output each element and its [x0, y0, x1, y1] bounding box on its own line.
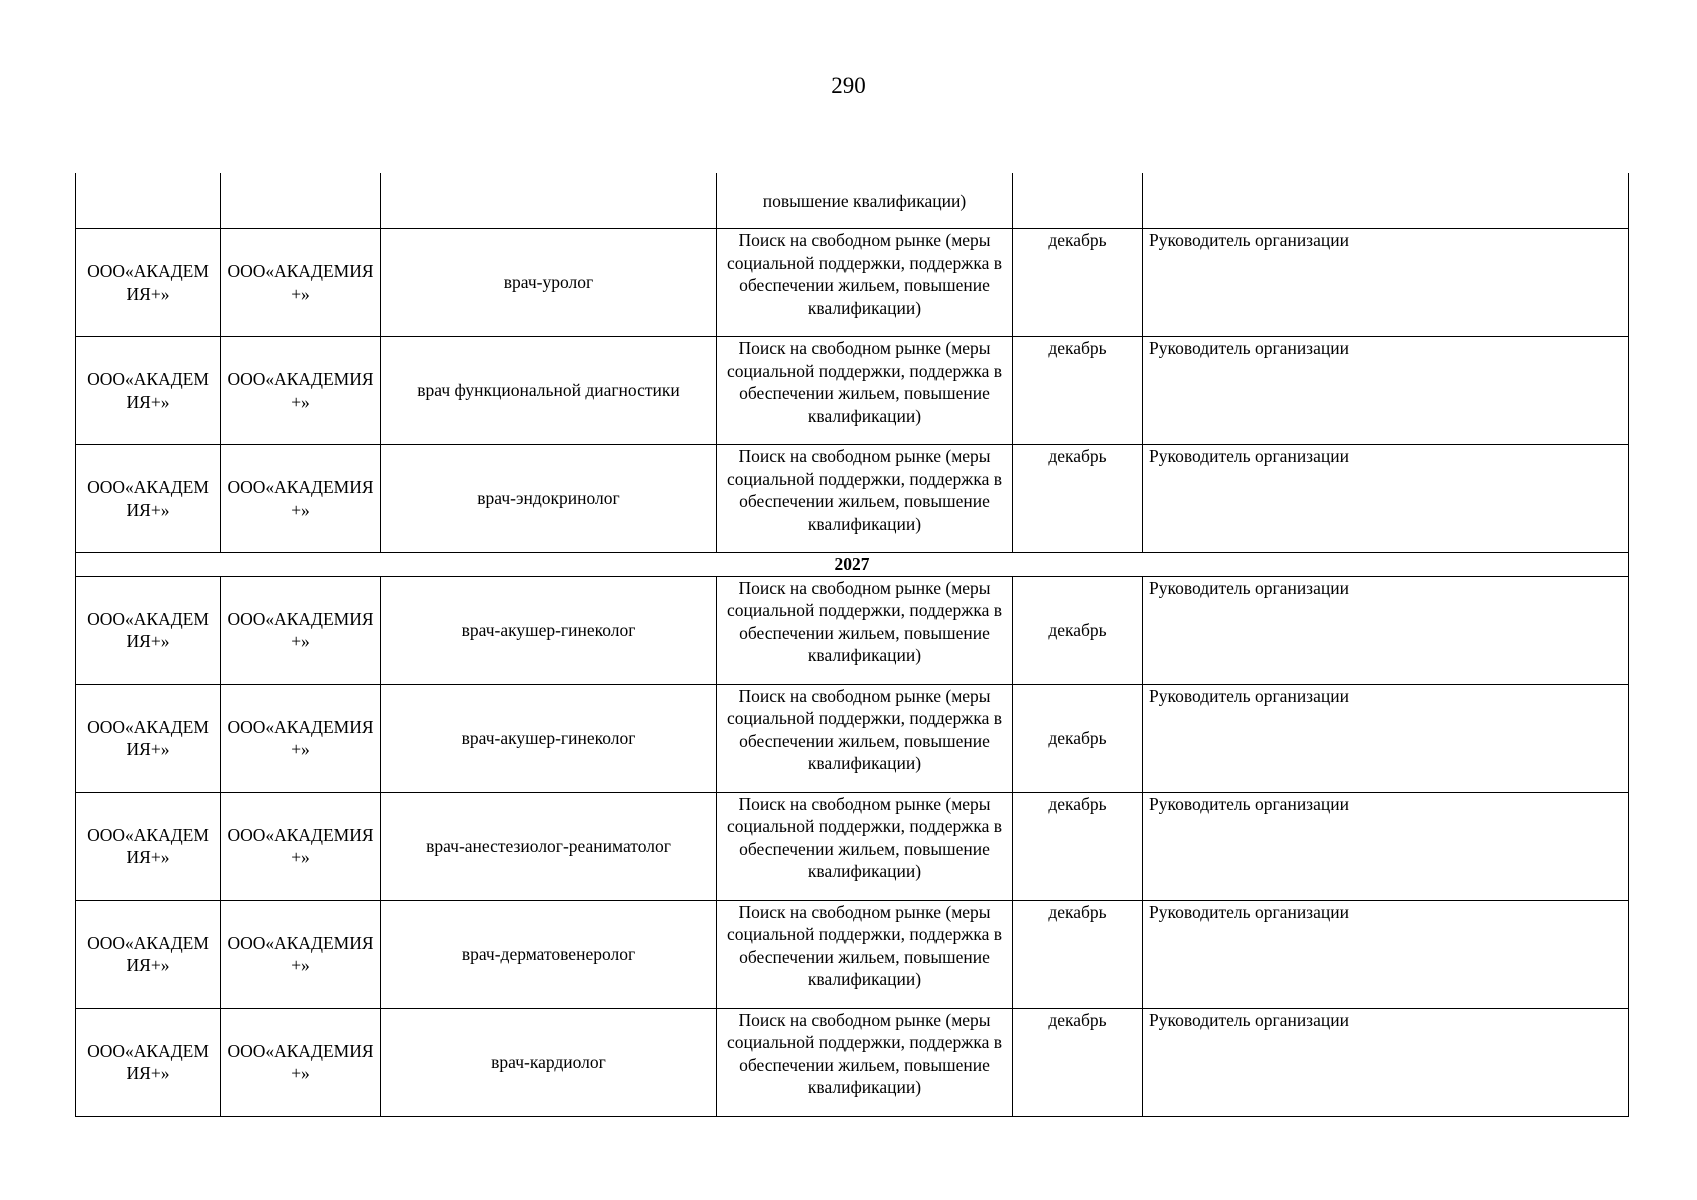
- responsible-cell: Руководитель организации: [1143, 229, 1629, 337]
- org-line: «АКАДЕМИЯ: [125, 716, 209, 759]
- measures-cell: Поиск на свободном рынке (меры социальной поддержки, поддержка в обеспечении жильем, повышение квалификации): [717, 792, 1013, 900]
- org-line: «АКАДЕМИЯ: [125, 824, 209, 867]
- position-cell: врач-анестезиолог-реаниматолог: [381, 792, 717, 900]
- table-row: [76, 229, 1629, 337]
- org-line: «АКАДЕМИЯ: [265, 932, 374, 953]
- table-row: [76, 792, 1629, 900]
- org-line: ООО: [227, 608, 266, 629]
- responsible-cell: Руководитель организации: [1143, 684, 1629, 792]
- table-row: [76, 445, 1629, 553]
- org2-cell: [221, 337, 381, 445]
- org-line: ООО: [227, 369, 266, 389]
- deadline-cell: декабрь: [1013, 792, 1143, 900]
- org-line: +»: [291, 283, 310, 304]
- measures-cell: Поиск на свободном рынке (меры социальной поддержки, поддержка в обеспечении жильем, повышение квалификации): [717, 900, 1013, 1008]
- org-cell: [76, 900, 221, 1008]
- org-line: «АКАДЕМИЯ: [265, 261, 374, 281]
- org2-cell: [221, 900, 381, 1008]
- responsible-cell: Руководитель организации: [1143, 576, 1629, 684]
- org-line: ООО: [87, 716, 126, 737]
- position-cell: врач-эндокринолог: [381, 445, 717, 553]
- deadline-cell: декабрь: [1013, 445, 1143, 553]
- org-line: ООО: [227, 1040, 266, 1061]
- measures-cell: Поиск на свободном рынке (меры социальной поддержки, поддержка в обеспечении жильем, повышение квалификации): [717, 337, 1013, 445]
- org-line: +»: [150, 1063, 170, 1083]
- org-line: «АКАДЕМИЯ: [265, 477, 374, 497]
- position-cell: врач-уролог: [381, 229, 717, 337]
- table-row: [76, 900, 1629, 1008]
- org-line: +»: [291, 1063, 310, 1083]
- measures-cell: Поиск на свободном рынке (меры социальной поддержки, поддержка в обеспечении жильем, повышение квалификации): [717, 684, 1013, 792]
- deadline-cell: декабрь: [1013, 900, 1143, 1008]
- org-line: ООО: [227, 477, 266, 497]
- deadline-cell: декабрь: [1013, 229, 1143, 337]
- org-line: +»: [150, 391, 170, 412]
- table-row: [76, 684, 1629, 792]
- org-line: +»: [291, 499, 310, 520]
- org-line: +»: [291, 847, 310, 867]
- org-cell: [76, 576, 221, 684]
- responsible-cell: Руководитель организации: [1143, 337, 1629, 445]
- org-line: +»: [150, 955, 170, 975]
- org-line: ООО: [87, 824, 126, 845]
- org-line: +»: [150, 739, 170, 759]
- org2-cell: [221, 684, 381, 792]
- org-line: «АКАДЕМИЯ: [265, 1040, 374, 1061]
- position-cell: врач функциональной диагностики: [381, 337, 717, 445]
- year-label: 2027: [76, 553, 1629, 577]
- org-line: «АКАДЕМИЯ: [125, 261, 209, 304]
- year-row: [76, 553, 1629, 577]
- org-line: «АКАДЕМИЯ: [265, 608, 374, 629]
- table-cell: [381, 173, 717, 229]
- org2-cell: [221, 1008, 381, 1116]
- responsible-cell: Руководитель организации: [1143, 1008, 1629, 1116]
- position-cell: врач-акушер-гинеколог: [381, 684, 717, 792]
- org2-cell: [221, 576, 381, 684]
- org2-cell: [221, 445, 381, 553]
- org2-cell: [221, 792, 381, 900]
- deadline-cell: декабрь: [1013, 337, 1143, 445]
- measures-cell: Поиск на свободном рынке (меры социальной поддержки, поддержка в обеспечении жильем, повышение квалификации): [717, 576, 1013, 684]
- org-line: +»: [150, 283, 170, 304]
- deadline-cell: декабрь: [1013, 1008, 1143, 1116]
- measures-cell: Поиск на свободном рынке (меры социальной поддержки, поддержка в обеспечении жильем, повышение квалификации): [717, 445, 1013, 553]
- org-line: «АКАДЕМИЯ: [265, 369, 374, 389]
- org-line: «АКАДЕМИЯ: [265, 824, 374, 845]
- org-line: «АКАДЕМИЯ: [125, 932, 209, 975]
- org-line: ООО: [227, 716, 266, 737]
- org-line: ООО: [87, 608, 126, 629]
- org-line: ООО: [87, 261, 126, 281]
- org-cell: [76, 684, 221, 792]
- page-number: 290: [831, 73, 866, 98]
- measures-cell: Поиск на свободном рынке (меры социальной поддержки, поддержка в обеспечении жильем, повышение квалификации): [717, 229, 1013, 337]
- table-cell: [1143, 173, 1629, 229]
- org-line: +»: [291, 955, 310, 975]
- org-line: ООО: [87, 477, 126, 497]
- org-line: «АКАДЕМИЯ: [125, 477, 209, 520]
- org-line: «АКАДЕМИЯ: [125, 369, 209, 412]
- deadline-cell: декабрь: [1013, 576, 1143, 684]
- position-cell: врач-дерматовенеролог: [381, 900, 717, 1008]
- org-cell: [76, 337, 221, 445]
- org-line: +»: [291, 391, 310, 412]
- position-cell: врач-акушер-гинеколог: [381, 576, 717, 684]
- position-cell: врач-кардиолог: [381, 1008, 717, 1116]
- org-cell: [76, 792, 221, 900]
- table-row: [76, 576, 1629, 684]
- measures-cell: Поиск на свободном рынке (меры социальной поддержки, поддержка в обеспечении жильем, повышение квалификации): [717, 1008, 1013, 1116]
- org-line: +»: [150, 499, 170, 520]
- deadline-cell: декабрь: [1013, 684, 1143, 792]
- table-row: [76, 337, 1629, 445]
- table-row: [76, 1008, 1629, 1116]
- table-cell: [221, 173, 381, 229]
- org2-cell: [221, 229, 381, 337]
- org-line: ООО: [87, 1040, 126, 1061]
- responsible-cell: Руководитель организации: [1143, 900, 1629, 1008]
- responsible-cell: Руководитель организации: [1143, 445, 1629, 553]
- org-line: ООО: [87, 932, 126, 953]
- table-cell: [1013, 173, 1143, 229]
- org-line: ООО: [87, 369, 126, 389]
- org-cell: [76, 229, 221, 337]
- org-cell: [76, 445, 221, 553]
- org-line: +»: [150, 631, 170, 651]
- org-line: «АКАДЕМИЯ: [125, 608, 209, 651]
- org-cell: [76, 1008, 221, 1116]
- org-line: +»: [150, 847, 170, 867]
- org-line: +»: [291, 739, 310, 759]
- staffing-table: [75, 173, 1629, 1117]
- org-line: «АКАДЕМИЯ: [125, 1040, 209, 1083]
- org-line: ООО: [227, 261, 266, 281]
- org-line: ООО: [227, 824, 266, 845]
- measures-cell: повышение квалификации): [717, 173, 1013, 229]
- responsible-cell: Руководитель организации: [1143, 792, 1629, 900]
- table-row-continuation: [76, 173, 1629, 229]
- org-line: +»: [291, 631, 310, 651]
- org-line: ООО: [227, 932, 266, 953]
- org-line: «АКАДЕМИЯ: [265, 716, 374, 737]
- table-cell: [76, 173, 221, 229]
